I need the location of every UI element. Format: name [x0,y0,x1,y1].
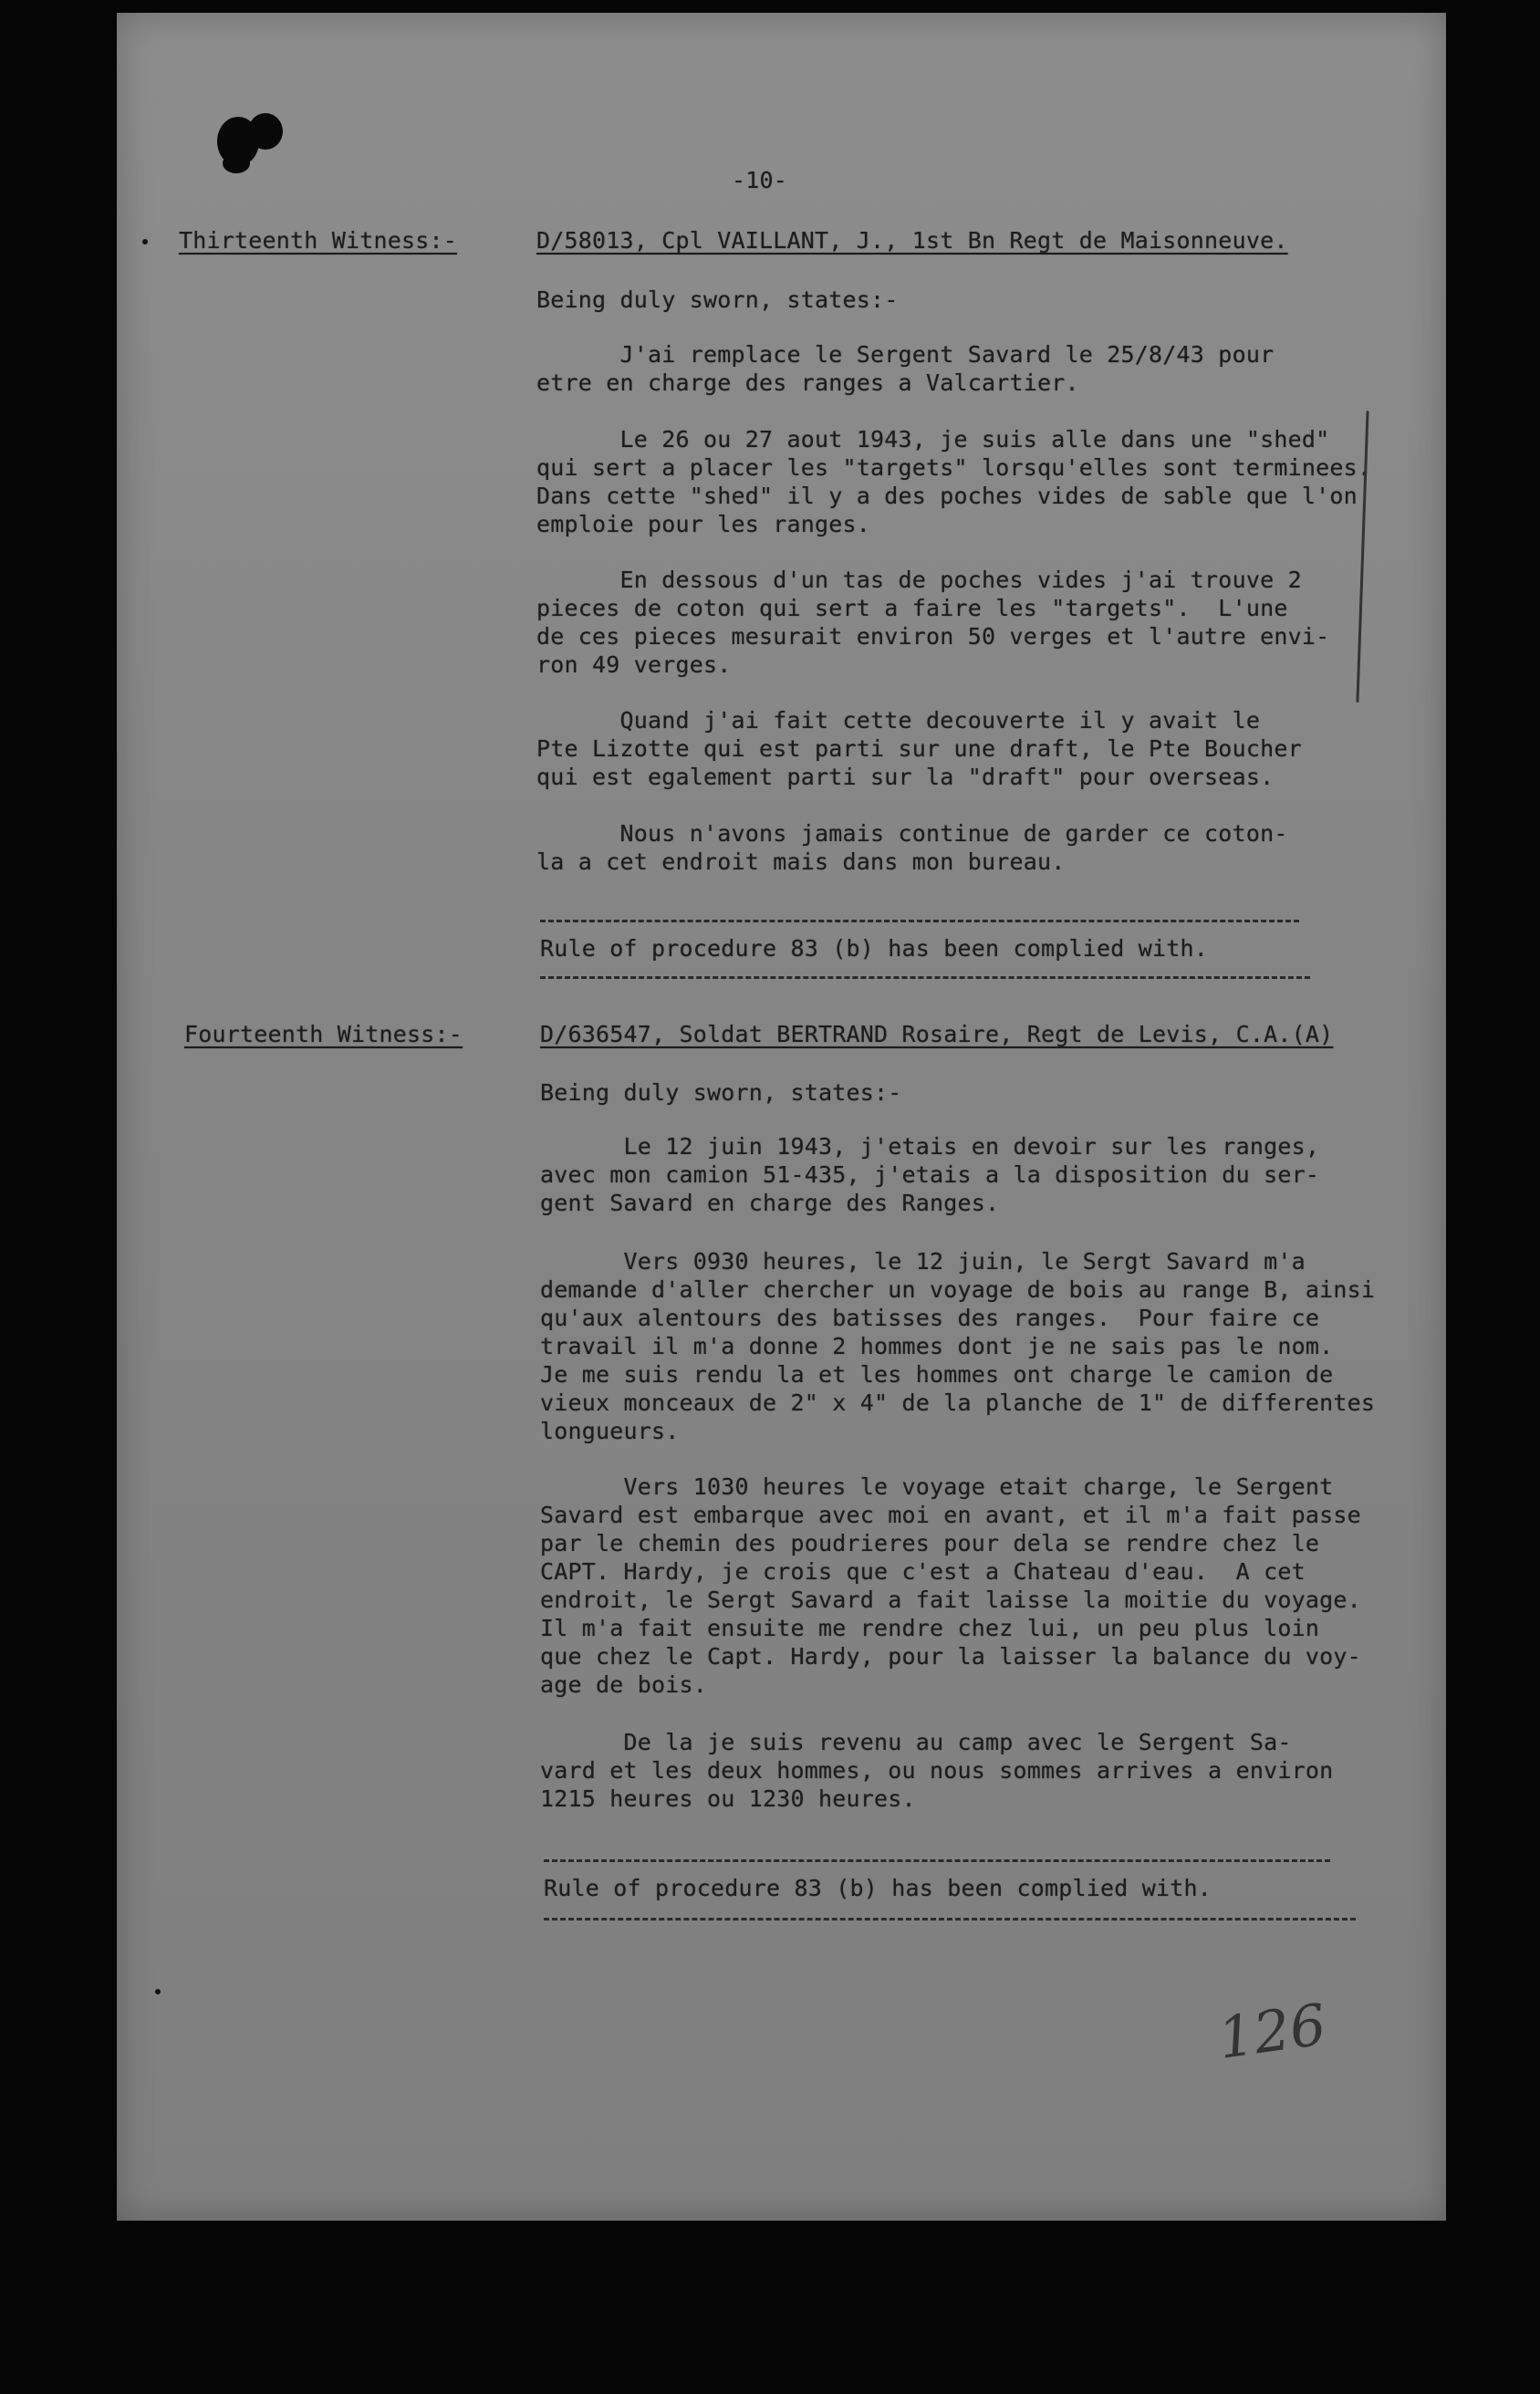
testimony-paragraph: Le 12 juin 1943, j'etais en devoir sur les ranges, avec mon camion 51-435, j'etais a la disposition du ser- gent Savard en charge des Ranges. [540,1133,1320,1216]
dashed-separator [544,1918,1356,1920]
margin-bullet [155,1989,161,1994]
procedure-note: Rule of procedure 83 (b) has been complied with. [544,1875,1212,1901]
testimony-paragraph: Vers 0930 heures, le 12 juin, le Sergt Savard m'a demande d'aller chercher un voyage de bois au range B, ainsi qu'aux alentours des batisses des ranges. Pour faire ce travail il m'a donne 2 hommes dont je ne sais pas le nom. Je me suis rendu la et les hommes ont charge le camion de vieux monceaux de 2" x 4" de la planche de 1" de differentes longueurs. [540,1248,1376,1444]
sworn-statement: Being duly sworn, states:- [540,1079,902,1106]
dashed-separator [540,976,1310,979]
testimony-paragraph: J'ai remplace le Sergent Savard le 25/8/43 pour etre en charge des ranges a Valcartier. [536,341,1275,396]
testimony-paragraph: En dessous d'un tas de poches vides j'ai trouve 2 pieces de coton qui sert a faire les "targets". L'une de ces pieces mesurait environ 50 verges et l'autre envi- ron 49 verges. [536,567,1330,678]
witness-label: Fourteenth Witness:- [184,1021,463,1047]
dashed-separator [540,920,1299,922]
witness-identity: D/636547, Soldat BERTRAND Rosaire, Regt de Levis, C.A.(A) [540,1021,1334,1047]
testimony-paragraph: Nous n'avons jamais continue de garder ce coton- la a cet endroit mais dans mon bureau. [536,820,1288,875]
testimony-paragraph: Quand j'ai fait cette decouverte il y avait le Pte Lizotte qui est parti sur une draft, le Pte Boucher qui est egalement parti sur la "draft" pour overseas. [536,707,1302,790]
page-number: -10- [732,167,788,193]
sworn-statement: Being duly sworn, states:- [536,286,899,313]
testimony-paragraph: Vers 1030 heures le voyage etait charge, le Sergent Savard est embarque avec moi en avant, et il m'a fait passe par le chemin des poudrieres pour dela se rendre chez le CAPT. Hardy, je crois que c'est a Chateau d'eau. A cet endroit, le Sergt Savard a fait laisse la moitie du voyage. Il m'a fait ensuite me rendre chez lui, un peu plus loin que chez le Capt. Hardy, pour la laisser la balance du voy- age de bois. [540,1473,1361,1698]
margin-bullet [142,239,148,245]
ink-blot [248,113,283,150]
testimony-paragraph: De la je suis revenu au camp avec le Sergent Sa- vard et les deux hommes, ou nous sommes arrives a environ 1215 heures ou 1230 heures. [540,1729,1334,1812]
handwritten-page-note: 126 [1213,1991,1330,2072]
ink-blot [223,153,250,173]
dashed-separator [544,1859,1330,1862]
procedure-note: Rule of procedure 83 (b) has been complied with. [540,935,1209,962]
witness-label: Thirteenth Witness:- [179,227,458,254]
testimony-paragraph: Le 26 ou 27 aout 1943, je suis alle dans une "shed" qui sert a placer les "targets" lorsqu'elles sont terminees. Dans cette "shed" il y a des poches vides de sable que l'on emploie pour les ranges. [536,426,1372,537]
witness-identity: D/58013, Cpl VAILLANT, J., 1st Bn Regt de Maisonneuve. [536,227,1288,254]
